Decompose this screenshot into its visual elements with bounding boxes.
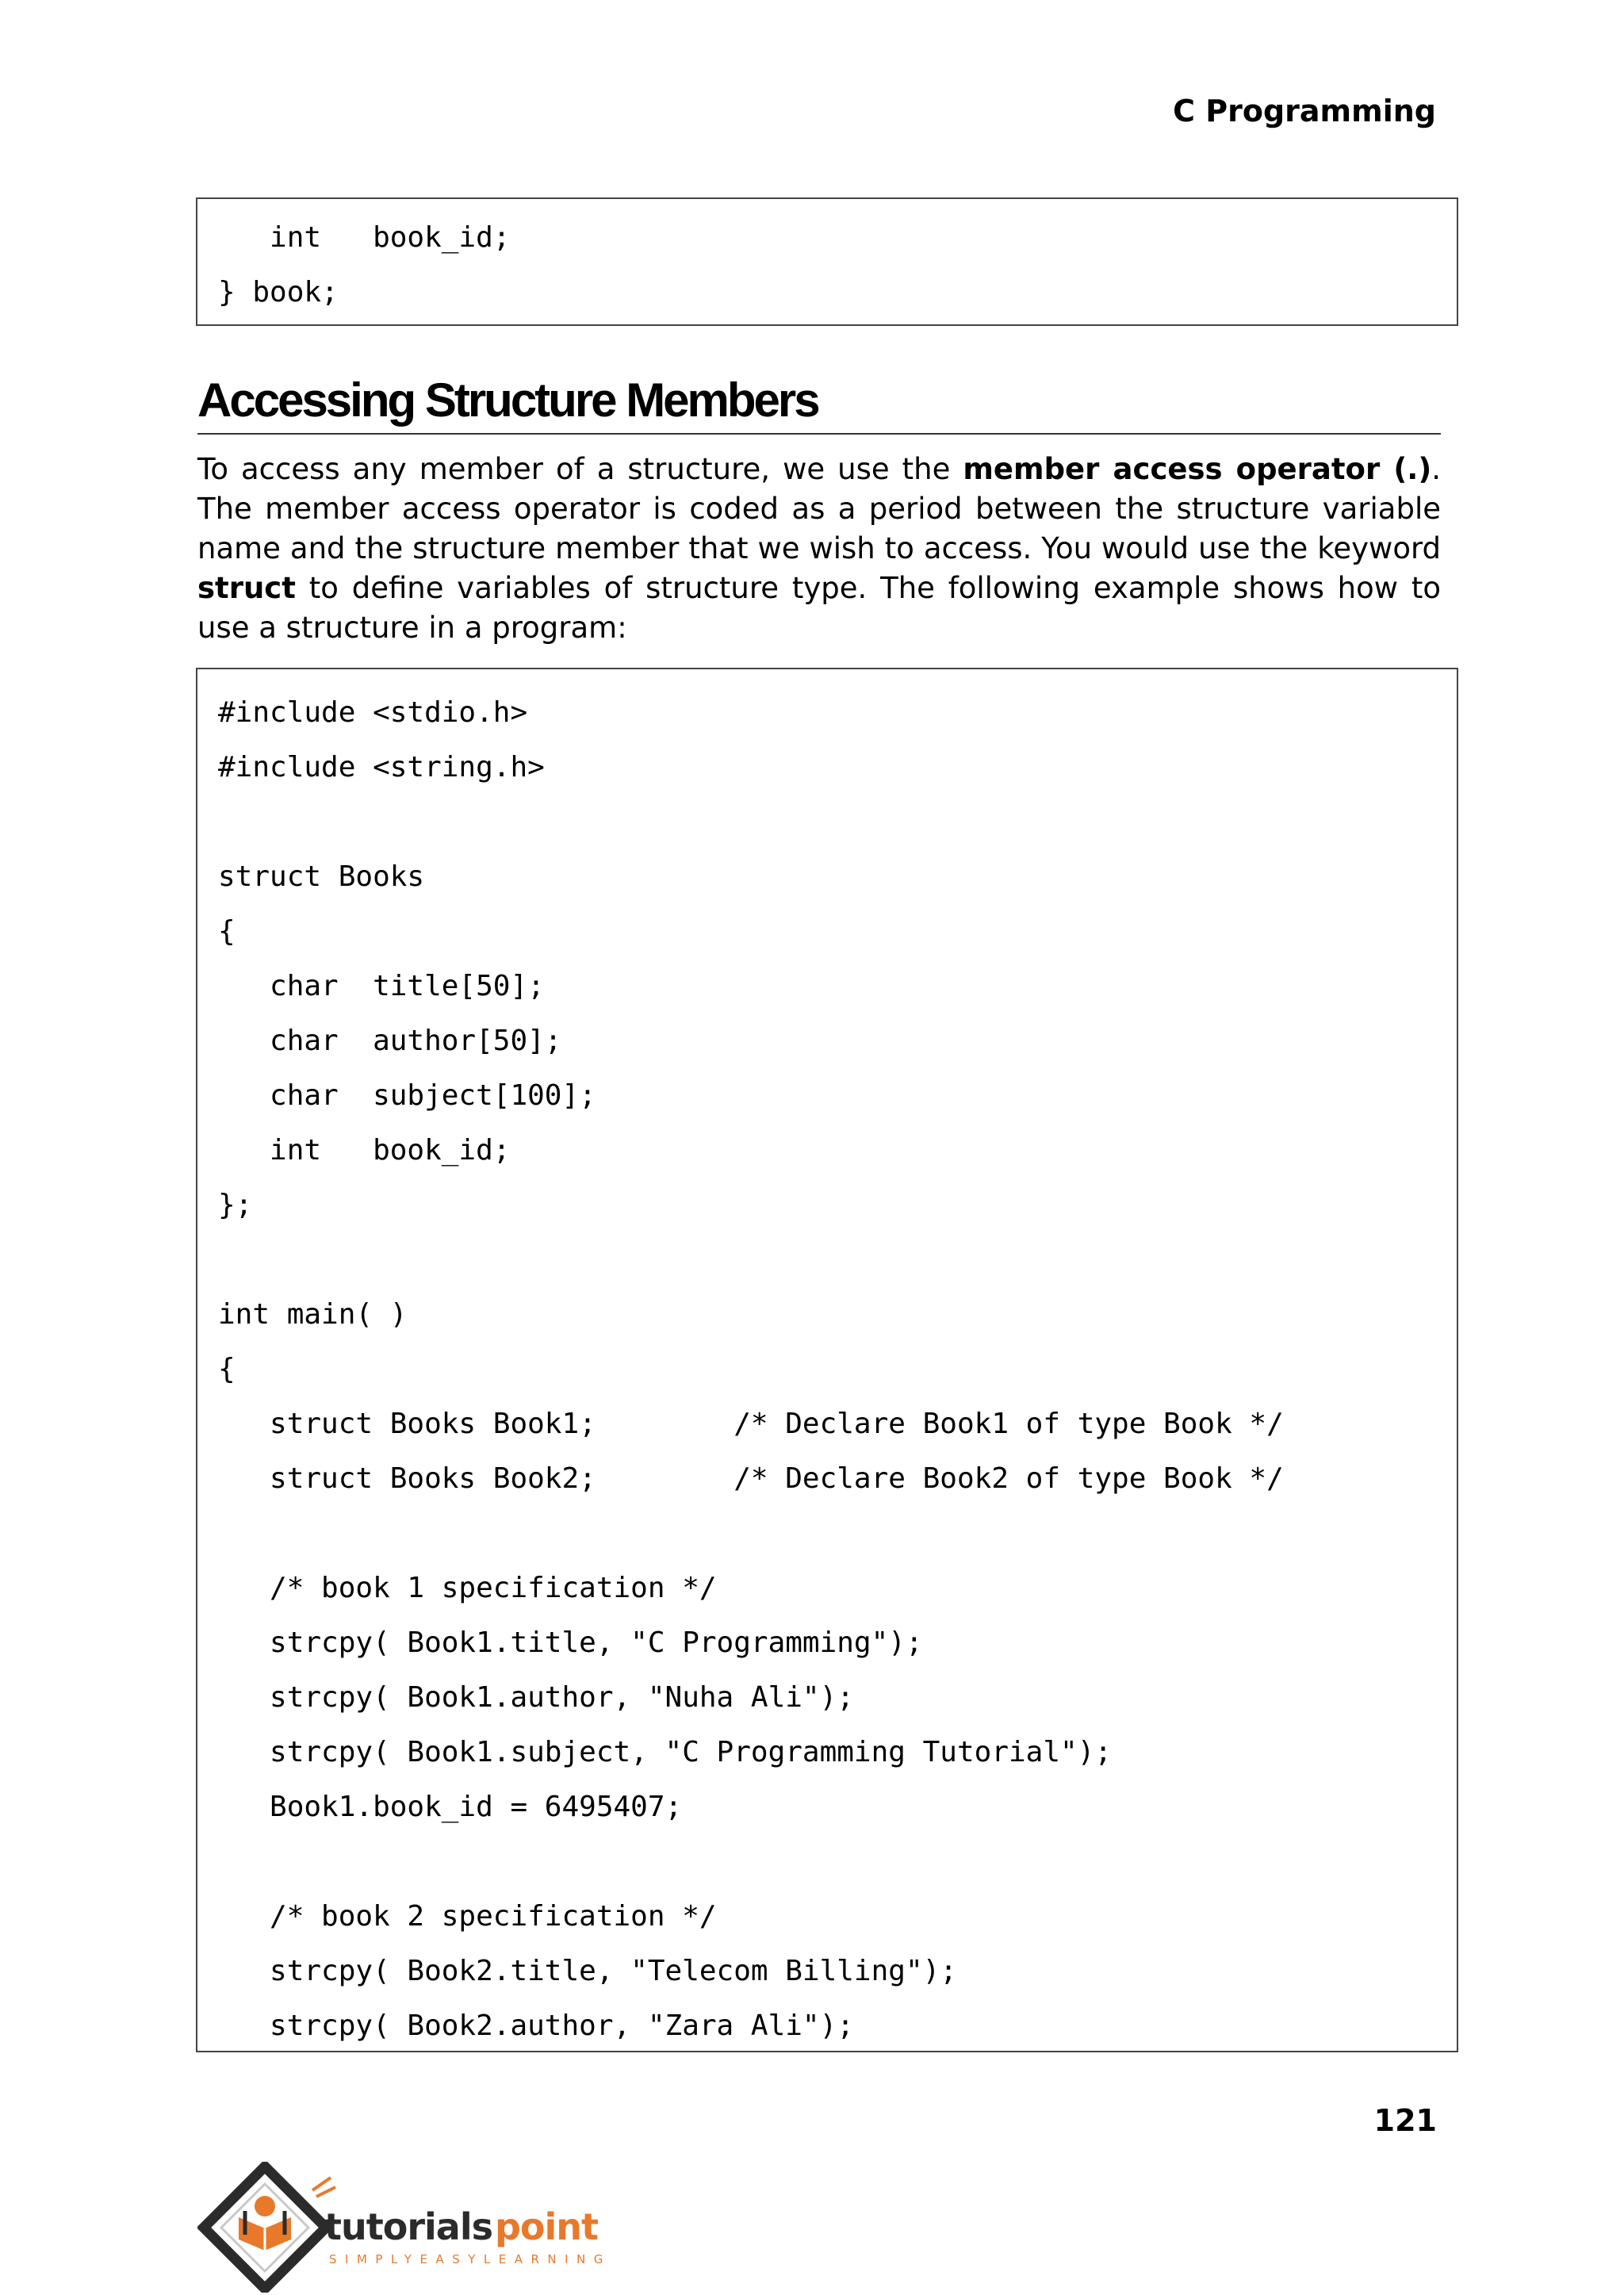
paragraph-text: . The member access operator is coded as a period between the structure variable name and the structure member that we wish to access. You would use the keyword xyxy=(197,452,1441,565)
code-line: int main( ) xyxy=(218,1298,408,1331)
logo-text-tutorials: tutorials xyxy=(324,2205,492,2248)
code-line: char author[50]; xyxy=(218,1025,562,1057)
logo-text-point: point xyxy=(495,2205,599,2248)
code-line: strcpy( Book1.author, "Nuha Ali"); xyxy=(218,1681,854,1714)
paragraph-text: to define variables of structure type. The following example shows how to use a structure in a program: xyxy=(197,571,1441,645)
code-line: #include <stdio.h> xyxy=(218,696,528,729)
code-line xyxy=(218,1506,1457,1561)
code-line: strcpy( Book2.author, "Zara Ali"); xyxy=(218,2010,854,2042)
page-number: 121 xyxy=(1373,2103,1437,2138)
code-line xyxy=(218,1232,1457,1287)
paragraph-text: To access any member of a structure, we use the xyxy=(197,452,963,486)
code-line xyxy=(218,1834,1457,1889)
code-line: char subject[100]; xyxy=(218,1079,596,1112)
code-block-example xyxy=(196,668,1458,2052)
running-header: C Programming xyxy=(1173,94,1436,128)
code-line: } book; xyxy=(218,276,339,308)
code-line: strcpy( Book1.subject, "C Programming Tutorial"); xyxy=(218,1736,1113,1768)
code-line: /* book 2 specification */ xyxy=(218,1900,717,1933)
code-line: { xyxy=(218,915,236,948)
code-line: /* book 1 specification */ xyxy=(218,1572,717,1604)
code-line: strcpy( Book2.title, "Telecom Billing"); xyxy=(218,1955,957,1987)
paragraph-bold-keyword: struct xyxy=(197,571,296,605)
code-line: strcpy( Book1.title, "C Programming"); xyxy=(218,1626,923,1659)
section-paragraph xyxy=(197,450,1441,648)
code-line: int book_id; xyxy=(218,1134,511,1167)
code-line: struct Books Book1; /* Declare Book1 of type Book */ xyxy=(218,1408,1284,1440)
code-line: { xyxy=(218,1353,236,1385)
code-line: #include <string.h> xyxy=(218,751,545,784)
paragraph-bold-term: member access operator (.) xyxy=(963,452,1432,486)
code-line: struct Books xyxy=(218,860,425,893)
section-heading: Accessing Structure Members xyxy=(197,370,1441,435)
code-block-continued xyxy=(196,197,1458,326)
code-line xyxy=(218,795,1457,849)
logo-tagline: SIMPLYEASYLEARNING xyxy=(329,2252,611,2266)
code-line: int book_id; xyxy=(218,221,511,254)
logo-emblem-icon xyxy=(204,2167,335,2289)
code-line: }; xyxy=(218,1189,253,1221)
tutorialspoint-logo xyxy=(197,2162,642,2293)
code-line: char title[50]; xyxy=(218,970,545,1002)
code-line: struct Books Book2; /* Declare Book2 of type Book */ xyxy=(218,1462,1284,1495)
code-line: Book1.book_id = 6495407; xyxy=(218,1791,683,1823)
